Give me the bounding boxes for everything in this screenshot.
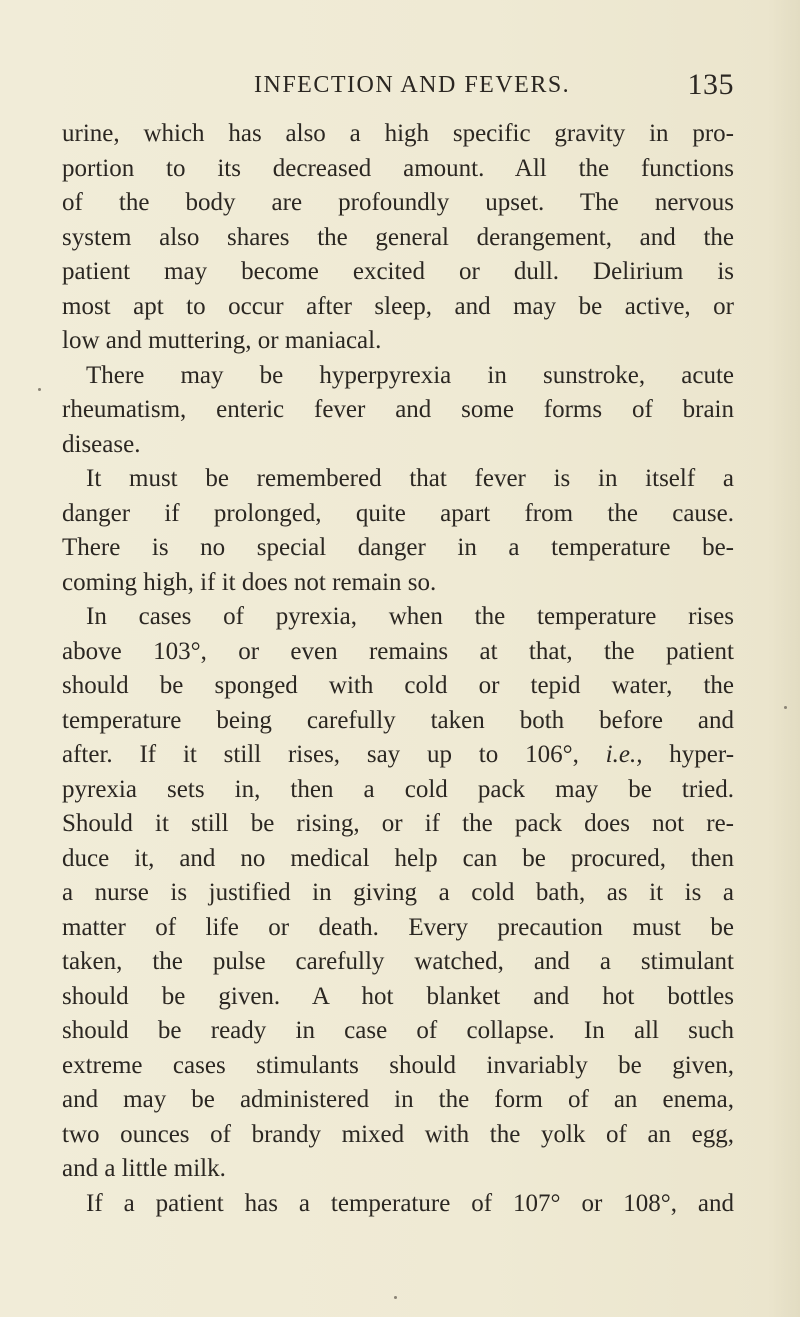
- body-text: [62, 117, 734, 1221]
- text-line: and a little milk.: [62, 1155, 226, 1182]
- text-line: should be sponged with cold or tepid water, the: [62, 672, 734, 699]
- text-line: matter of life or death. Every precaution must be: [62, 913, 734, 941]
- text-line: pyrexia sets in, then a cold pack may be tried.: [62, 775, 734, 803]
- text-line: patient may become excited or dull. Delirium is: [62, 258, 734, 285]
- text-line: of the body are profoundly upset. The nervous: [62, 189, 734, 216]
- text-line: Should it still be rising, or if the pack does not re-: [62, 810, 734, 837]
- text-line: In cases of pyrexia, when the temperature rises: [86, 603, 734, 630]
- text-line: should be ready in case of collapse. In all such: [62, 1017, 734, 1044]
- text-line: taken, the pulse carefully watched, and a stimulant: [62, 948, 734, 975]
- text-line: low and muttering, or maniacal.: [62, 327, 382, 354]
- text-run: after. If it still rises, say up to 106°,: [62, 741, 579, 768]
- text-line: system also shares the general derangement, and the: [62, 223, 734, 251]
- italic-abbreviation: i.e.,: [605, 741, 643, 768]
- text-line: extreme cases stimulants should invariably be given,: [62, 1051, 734, 1079]
- paper-speck: [394, 1296, 397, 1299]
- running-head: [254, 68, 734, 108]
- text-line: portion to its decreased amount. All the functions: [62, 154, 734, 182]
- text-line: disease.: [62, 430, 141, 458]
- paper-speck: [38, 388, 41, 391]
- text-line: a nurse is justified in giving a cold bath, as it is a: [62, 879, 734, 906]
- text-line: coming high, if it does not remain so.: [62, 568, 437, 596]
- text-line: [62, 738, 734, 773]
- text-line: should be given. A hot blanket and hot bottles: [62, 982, 734, 1010]
- text-line: There may be hyperpyrexia in sunstroke, acute: [86, 361, 734, 389]
- text-line: It must be remembered that fever is in itself a: [86, 465, 734, 492]
- text-line: duce it, and no medical help can be procured, then: [62, 844, 734, 872]
- text-run: hyper-: [669, 741, 735, 768]
- text-line: There is no special danger in a temperature be-: [62, 534, 734, 561]
- text-line: urine, which has also a high specific gravity in pro-: [62, 120, 734, 147]
- page-number: 135: [687, 68, 734, 101]
- text-line: If a patient has a temperature of 107° or 108°, and: [86, 1189, 734, 1217]
- text-line: temperature being carefully taken both before and: [62, 706, 734, 734]
- text-line: danger if prolonged, quite apart from the cause.: [62, 499, 734, 527]
- text-line: above 103°, or even remains at that, the patient: [62, 637, 734, 665]
- text-line: most apt to occur after sleep, and may be active, or: [62, 292, 734, 320]
- text-line: and may be administered in the form of an enema,: [62, 1086, 734, 1113]
- running-title: INFECTION AND FEVERS.: [254, 72, 571, 98]
- text-line: two ounces of brandy mixed with the yolk of an egg,: [62, 1120, 734, 1148]
- text-line: rheumatism, enteric fever and some forms of brain: [62, 396, 734, 423]
- paper-speck: [784, 706, 787, 709]
